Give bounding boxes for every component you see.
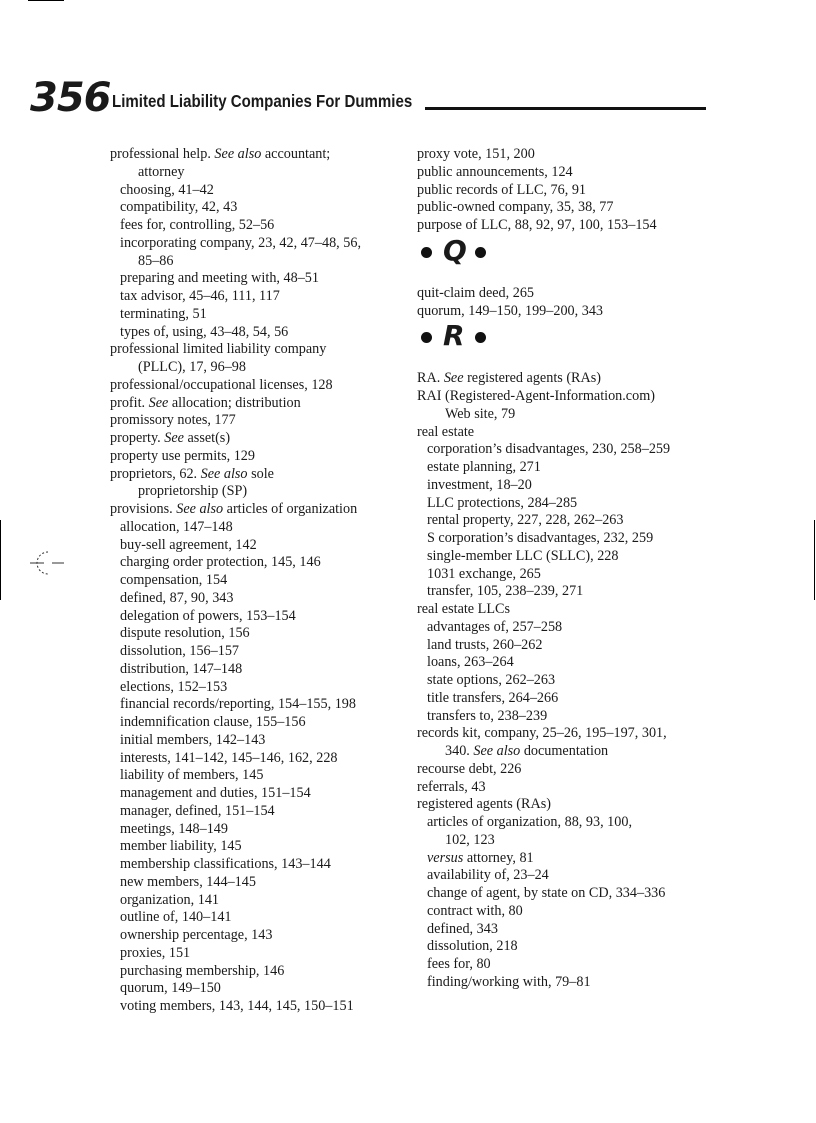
index-subentry — [110, 199, 410, 217]
registration-mark-icon — [28, 548, 66, 578]
entry-text: proxies, 151 — [120, 944, 191, 961]
entry-text: manager, defined, 151–154 — [120, 802, 275, 819]
entry-text: tax advisor, 45–46, 111, 117 — [120, 288, 280, 304]
index-subentry — [110, 856, 410, 874]
entry-text: buy-sell agreement, 142 — [120, 536, 257, 553]
cross-reference-label: See — [148, 394, 169, 411]
entry-text: proprietors, 62. — [110, 465, 201, 482]
index-entry — [417, 182, 717, 200]
entry-text: professional/occupational licenses, 128 — [110, 376, 333, 393]
index-subentry — [110, 306, 410, 324]
index-entry-continuation — [417, 832, 717, 850]
index-entry — [110, 430, 410, 448]
index-subentry — [417, 441, 717, 459]
index-subentry — [110, 554, 410, 572]
bullet-dot-icon — [421, 247, 432, 258]
index-subentry — [417, 637, 717, 655]
cross-reference-label: See also — [200, 465, 248, 482]
cross-reference-label: versus — [427, 849, 464, 866]
index-subentry — [417, 814, 717, 832]
entry-text: asset(s) — [183, 430, 231, 446]
cross-reference-label: See also — [214, 146, 262, 162]
entry-text: registered agents (RAs) — [417, 796, 551, 813]
entry-text: corporation’s disadvantages, 230, 258–259 — [427, 441, 671, 458]
entry-text: finding/working with, 79–81 — [427, 973, 591, 990]
entry-text: 340. — [445, 743, 474, 759]
entry-text: public records of LLC, 76, 91 — [417, 181, 587, 198]
crop-mark-right-edge — [814, 520, 815, 600]
index-subentry — [110, 288, 410, 306]
index-entry — [110, 466, 410, 484]
entry-text: charging order protection, 145, 146 — [120, 554, 321, 571]
entry-text: referrals, 43 — [417, 778, 486, 795]
index-subentry — [417, 495, 717, 513]
index-subentry — [417, 850, 717, 868]
index-subentry — [417, 690, 717, 708]
index-subentry — [417, 921, 717, 939]
entry-text: investment, 18–20 — [427, 476, 532, 493]
entry-text: preparing and meeting with, 48–51 — [120, 270, 319, 287]
entry-text: accountant; — [261, 146, 331, 162]
entry-text: availability of, 23–24 — [427, 867, 549, 884]
index-column-right — [417, 146, 717, 992]
index-subentry — [110, 750, 410, 768]
cross-reference-label: See — [164, 430, 184, 446]
page-header — [30, 75, 720, 121]
entry-text: attorney, 81 — [463, 849, 534, 866]
cross-reference-label: See also — [473, 743, 521, 759]
index-subentry — [110, 892, 410, 910]
index-entry — [417, 285, 717, 303]
entry-text: membership classifications, 143–144 — [120, 856, 331, 872]
entry-text: compensation, 154 — [120, 572, 228, 588]
index-entry — [417, 761, 717, 779]
entry-text: RAI (Registered-Agent-Information.com) — [417, 388, 655, 404]
entry-text: delegation of powers, 153–154 — [120, 607, 296, 624]
index-entry — [110, 448, 410, 466]
index-subentry — [110, 661, 410, 679]
entry-text: real estate LLCs — [417, 601, 510, 617]
entry-text: allocation; distribution — [168, 394, 301, 411]
index-entry — [110, 341, 410, 359]
index-entry — [417, 601, 717, 619]
index-subentry — [417, 708, 717, 726]
entry-text: documentation — [520, 743, 609, 759]
entry-text: property use permits, 129 — [110, 447, 255, 464]
index-entry-continuation — [110, 253, 410, 271]
index-entry — [110, 146, 410, 164]
section-letter: R — [443, 319, 465, 353]
index-subentry — [110, 217, 410, 235]
index-subentry — [417, 477, 717, 495]
entry-text: fees for, controlling, 52–56 — [120, 217, 275, 233]
entry-text: public-owned company, 35, 38, 77 — [417, 199, 614, 216]
index-subentry — [110, 963, 410, 981]
entry-text: professional help. — [110, 146, 215, 162]
entry-text: terminating, 51 — [120, 305, 207, 322]
index-entry — [417, 725, 717, 743]
index-subentry — [417, 548, 717, 566]
entry-text: promissory notes, 177 — [110, 412, 236, 429]
index-subentry — [110, 927, 410, 945]
bullet-dot-icon — [421, 332, 432, 343]
entry-text: choosing, 41–42 — [120, 181, 214, 198]
entry-text: Web site, 79 — [445, 405, 516, 422]
index-subentry — [110, 998, 410, 1016]
entry-text: estate planning, 271 — [427, 459, 541, 475]
index-subentry — [110, 909, 410, 927]
index-entry — [417, 199, 717, 217]
entry-text: (PLLC), 17, 96–98 — [138, 359, 246, 375]
entry-text: sole — [247, 465, 274, 482]
entry-text: interests, 141–142, 145–146, 162, 228 — [120, 749, 338, 766]
index-subentry — [110, 182, 410, 200]
index-entry-continuation — [417, 406, 717, 424]
index-subentry — [110, 324, 410, 342]
entry-text: provisions. — [110, 501, 177, 517]
entry-text: recourse debt, 226 — [417, 760, 522, 777]
index-subentry — [110, 945, 410, 963]
index-subentry — [110, 572, 410, 590]
entry-text: quorum, 149–150, 199–200, 343 — [417, 302, 604, 319]
entry-text: meetings, 148–149 — [120, 820, 228, 837]
crop-mark-top-left — [28, 0, 64, 1]
book-title: Limited Liability Companies For Dummies — [112, 91, 413, 111]
index-subentry — [110, 696, 410, 714]
index-subentry — [417, 583, 717, 601]
entry-text: dispute resolution, 156 — [120, 625, 250, 642]
entry-text: liability of members, 145 — [120, 767, 264, 784]
entry-text: proprietorship (SP) — [138, 483, 248, 500]
crop-mark-left-edge — [0, 520, 1, 600]
index-subentry — [417, 974, 717, 992]
entry-text: state options, 262–263 — [427, 672, 556, 688]
entry-text: elections, 152–153 — [120, 678, 228, 695]
index-subentry — [110, 537, 410, 555]
entry-text: distribution, 147–148 — [120, 660, 243, 677]
entry-text: fees for, 80 — [427, 956, 491, 972]
entry-text: member liability, 145 — [120, 838, 242, 855]
entry-text: new members, 144–145 — [120, 873, 256, 890]
entry-text: purchasing membership, 146 — [120, 962, 285, 979]
index-subentry — [110, 519, 410, 537]
index-subentry — [110, 235, 410, 253]
entry-text: professional limited liability company — [110, 341, 327, 358]
index-entry-continuation — [110, 359, 410, 377]
index-subentry — [417, 956, 717, 974]
index-entry — [417, 779, 717, 797]
index-subentry — [110, 785, 410, 803]
index-entry — [417, 424, 717, 442]
index-subentry — [417, 566, 717, 584]
cross-reference-label: See also — [176, 501, 224, 517]
index-subentry — [417, 903, 717, 921]
entry-text: voting members, 143, 144, 145, 150–151 — [120, 998, 354, 1014]
index-subentry — [110, 980, 410, 998]
entry-text: articles of organization, 88, 93, 100, — [427, 814, 633, 830]
entry-text: outline of, 140–141 — [120, 909, 232, 926]
entry-text: proxy vote, 151, 200 — [417, 146, 535, 162]
entry-text: loans, 263–264 — [427, 654, 514, 671]
entry-text: property. — [110, 430, 165, 446]
entry-text: defined, 87, 90, 343 — [120, 589, 234, 606]
entry-text: 102, 123 — [445, 831, 495, 848]
index-entry — [110, 501, 410, 519]
entry-text: quorum, 149–150 — [120, 980, 221, 997]
index-entry — [417, 146, 717, 164]
index-section-heading — [417, 235, 717, 285]
page-number: 356 — [30, 75, 111, 121]
entry-text: dissolution, 156–157 — [120, 643, 240, 659]
index-subentry — [110, 590, 410, 608]
entry-text: dissolution, 218 — [427, 938, 518, 955]
cross-reference-label: See — [443, 370, 464, 387]
entry-text: profit. — [110, 394, 149, 411]
index-entry-continuation — [110, 483, 410, 501]
index-entry-continuation — [417, 743, 717, 761]
index-entry — [417, 370, 717, 388]
section-letter: Q — [443, 233, 467, 267]
index-entry — [417, 796, 717, 814]
index-subentry — [110, 838, 410, 856]
index-subentry — [417, 619, 717, 637]
index-subentry — [417, 672, 717, 690]
entry-text: title transfers, 264–266 — [427, 689, 559, 706]
index-column-left — [110, 146, 410, 1016]
entry-text: financial records/reporting, 154–155, 198 — [120, 696, 356, 713]
entry-text: organization, 141 — [120, 891, 220, 908]
index-subentry — [110, 714, 410, 732]
index-entry — [417, 164, 717, 182]
entry-text: indemnification clause, 155–156 — [120, 714, 306, 730]
entry-text: articles of organization — [223, 501, 358, 517]
index-subentry — [417, 885, 717, 903]
index-subentry — [110, 874, 410, 892]
entry-text: RA. — [417, 370, 444, 387]
index-subentry — [110, 732, 410, 750]
entry-text: incorporating company, 23, 42, 47–48, 56, — [120, 234, 362, 251]
entry-text: change of agent, by state on CD, 334–336 — [427, 885, 666, 901]
entry-text: 85–86 — [138, 252, 174, 269]
index-section-heading — [417, 320, 717, 370]
index-entry — [110, 377, 410, 395]
entry-text: initial members, 142–143 — [120, 731, 266, 748]
index-entry — [110, 395, 410, 413]
index-subentry — [417, 654, 717, 672]
entry-text: real estate — [417, 423, 475, 440]
entry-text: registered agents (RAs) — [463, 370, 602, 387]
entry-text: advantages of, 257–258 — [427, 618, 563, 635]
entry-text: attorney — [138, 163, 185, 180]
entry-text: 1031 exchange, 265 — [427, 565, 541, 582]
index-subentry — [110, 767, 410, 785]
entry-text: S corporation’s disadvantages, 232, 259 — [427, 530, 654, 546]
entry-text: land trusts, 260–262 — [427, 636, 543, 653]
entry-text: transfer, 105, 238–239, 271 — [427, 583, 584, 600]
index-entry — [417, 217, 717, 235]
index-subentry — [417, 512, 717, 530]
index-entry — [110, 412, 410, 430]
entry-text: single-member LLC (SLLC), 228 — [427, 547, 619, 564]
index-subentry — [417, 530, 717, 548]
index-subentry — [110, 803, 410, 821]
entry-text: transfers to, 238–239 — [427, 707, 548, 724]
entry-text: quit-claim deed, 265 — [417, 284, 535, 301]
entry-text: LLC protections, 284–285 — [427, 494, 578, 511]
entry-text: rental property, 227, 228, 262–263 — [427, 512, 624, 529]
index-subentry — [110, 643, 410, 661]
index-entry — [417, 303, 717, 321]
entry-text: types of, using, 43–48, 54, 56 — [120, 323, 289, 340]
index-subentry — [417, 867, 717, 885]
bullet-dot-icon — [475, 332, 486, 343]
index-subentry — [417, 459, 717, 477]
index-subentry — [110, 625, 410, 643]
index-subentry — [110, 679, 410, 697]
entry-text: management and duties, 151–154 — [120, 785, 311, 801]
entry-text: contract with, 80 — [427, 902, 523, 919]
entry-text: purpose of LLC, 88, 92, 97, 100, 153–154 — [417, 217, 657, 233]
index-entry-continuation — [110, 164, 410, 182]
entry-text: records kit, company, 25–26, 195–197, 301, — [417, 725, 667, 742]
index-subentry — [110, 821, 410, 839]
index-subentry — [110, 270, 410, 288]
entry-text: defined, 343 — [427, 920, 498, 937]
index-entry — [417, 388, 717, 406]
entry-text: ownership percentage, 143 — [120, 927, 273, 943]
index-subentry — [110, 608, 410, 626]
entry-text: allocation, 147–148 — [120, 518, 233, 535]
entry-text: public announcements, 124 — [417, 163, 573, 180]
entry-text: compatibility, 42, 43 — [120, 199, 238, 216]
index-subentry — [417, 938, 717, 956]
bullet-dot-icon — [475, 247, 486, 258]
header-rule — [425, 107, 706, 110]
